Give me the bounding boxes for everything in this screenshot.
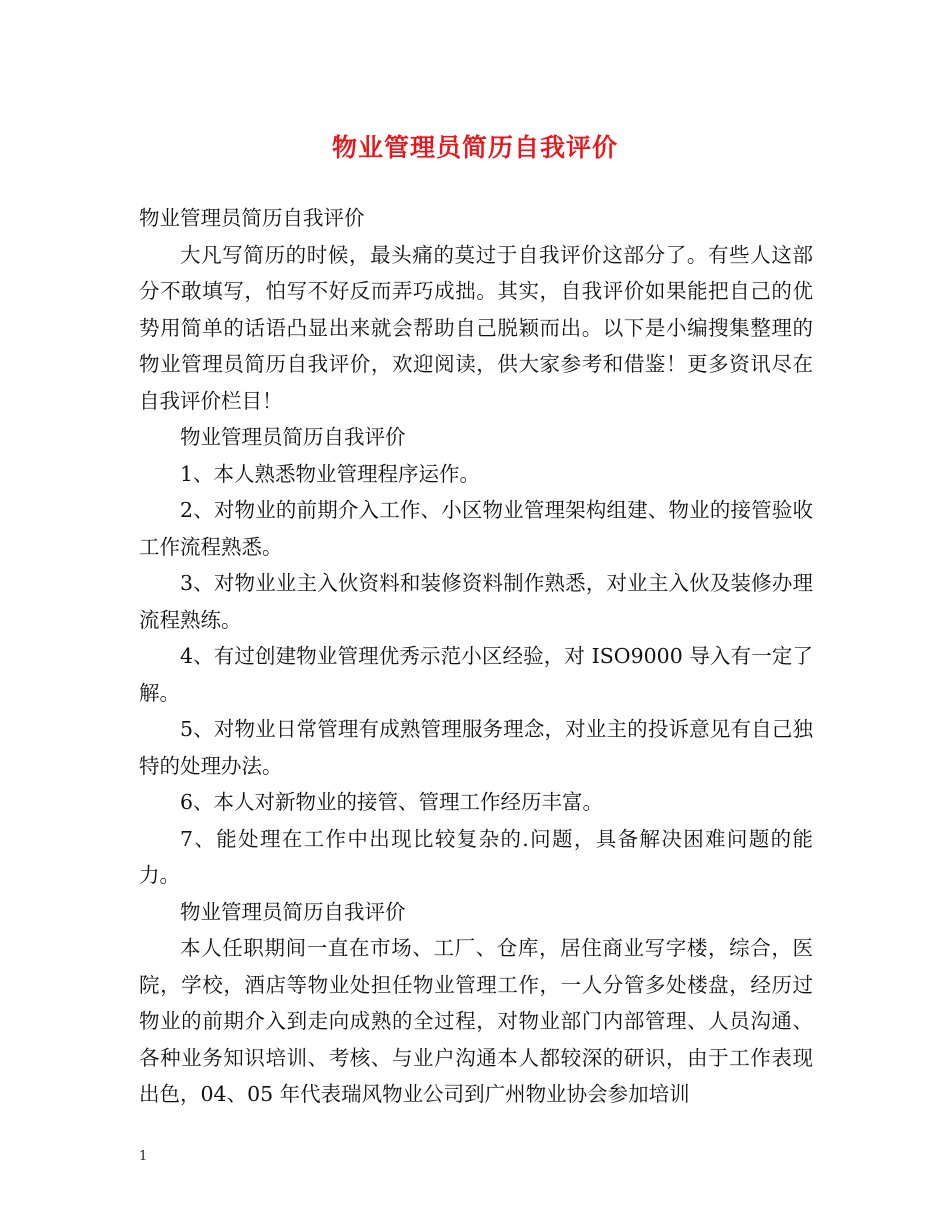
document-title: 物业管理员简历自我评价: [331, 133, 618, 162]
list-item-1: 1、本人熟悉物业管理程序运作。: [180, 461, 481, 486]
paragraph-subheading-1: 物业管理员简历自我评价: [180, 425, 406, 449]
paragraph-subheading-2: 物业管理员简历自我评价: [180, 899, 406, 924]
list-item-4: 4、有过创建物业管理优秀示范小区经验，对 ISO9000 导入有一定了解。: [139, 644, 813, 705]
page-number: 1: [139, 1149, 148, 1164]
list-item-5: 5、对物业日常管理有成熟管理服务理念，对业主的投诉意见有自己独特的处理办法。: [139, 717, 813, 778]
document-body: [139, 200, 813, 1113]
list-item-2: 2、对物业的前期介入工作、小区物业管理架构组建、物业的接管验收工作流程熟悉。: [139, 498, 813, 559]
list-item-6: 6、本人对新物业的接管、管理工作经历丰富。: [180, 790, 604, 814]
list-item-7: 7、能处理在工作中出现比较复杂的.问题，具备解决困难问题的能力。: [139, 826, 813, 887]
paragraph-heading: 物业管理员简历自我评价: [139, 206, 365, 230]
paragraph-intro: 大凡写简历的时候，最头痛的莫过于自我评价这部分了。有些人这部分不敢填写，怕写不好反而弄巧成拙。其实，自我评价如果能把自己的优势用简单的话语凸显出来就会帮助自己脱颖而出。以下是小编搜集整理的物业管理员简历自我评价，欢迎阅读，供大家参考和借鉴！更多资讯尽在自我评价栏目！: [139, 242, 813, 413]
paragraph-experience: 本人任职期间一直在市场、工厂、仓库，居住商业写字楼，综合，医院，学校，酒店等物业处担任物业管理工作，一人分管多处楼盘，经历过物业的前期介入到走向成熟的全过程，对物业部门内部管理、人员沟通、各种业务知识培训、考核、与业户沟通本人都较深的研识，由于工作表现出色，04、05 年代表瑞风物业公司到广州物业协会参加培训: [139, 936, 813, 1106]
list-item-3: 3、对物业业主入伙资料和装修资料制作熟悉，对业主入伙及装修办理流程熟练。: [139, 571, 813, 632]
